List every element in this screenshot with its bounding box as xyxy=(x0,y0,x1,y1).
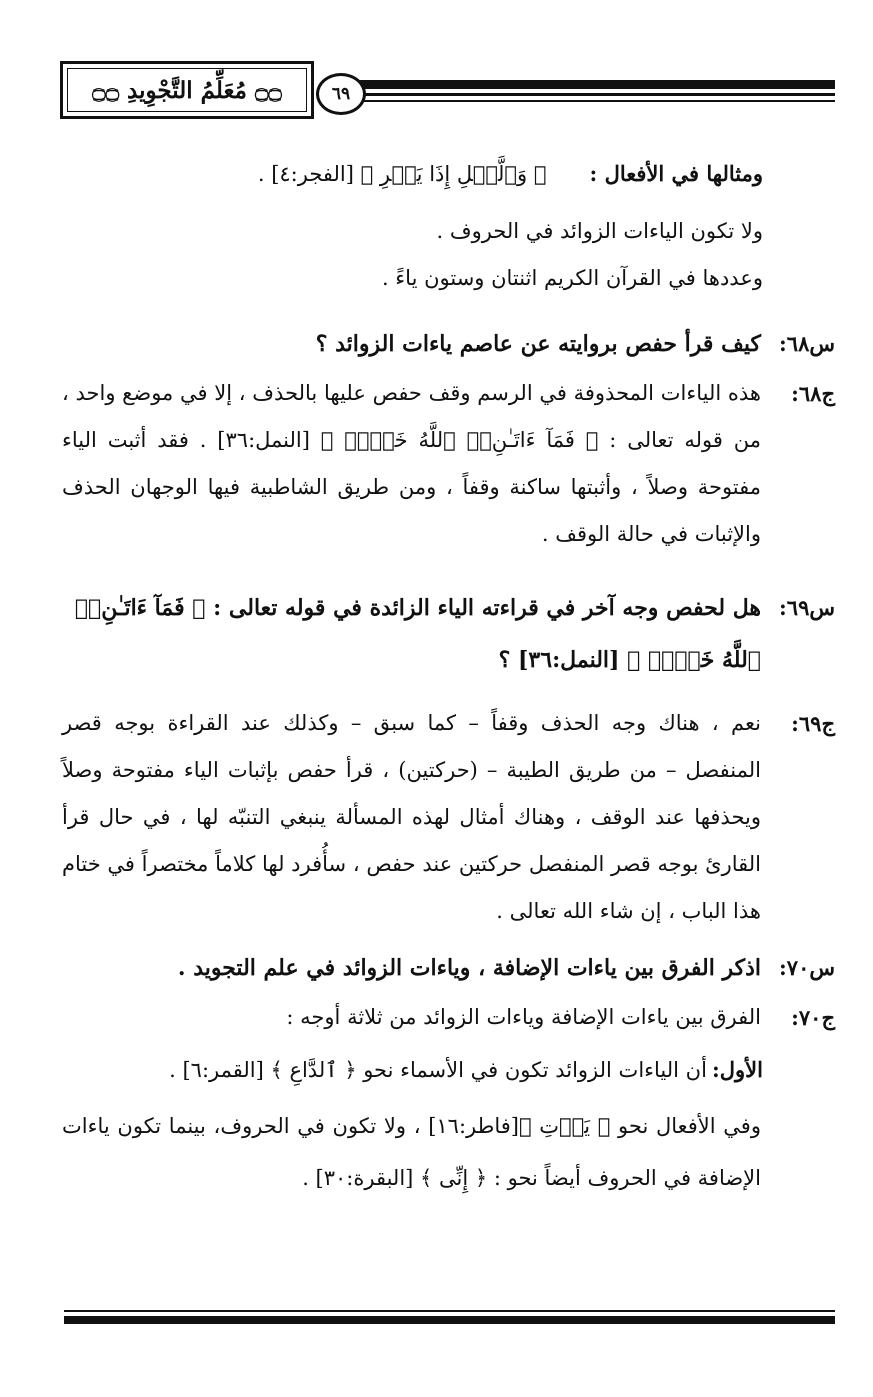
answer-70-intro: الفرق بين ياءات الإضافة وياءات الزوائد من ثلاثة أوجه : xyxy=(286,1005,761,1029)
footer-rule xyxy=(64,1310,835,1324)
first-difference xyxy=(62,1046,763,1094)
page-number: ٦٩ xyxy=(316,73,366,115)
question-68-text: كيف قرأ حفص بروايته عن عاصم ياءات الزوائد ؟ xyxy=(315,331,761,357)
first-text: أن الياءات الزوائد تكون في الأسماء نحو ﴿ ٱلدَّاعِ ﴾ [القمر:٦] . xyxy=(169,1058,707,1082)
intro-line-3: وعددها في القرآن الكريم اثنتان وستون ياءً . xyxy=(381,266,763,290)
first-label: الأول: xyxy=(712,1057,763,1082)
intro-line-2: ولا تكون الياءات الزوائد في الحروف . xyxy=(436,219,763,243)
question-70-label: س٧٠: xyxy=(779,955,835,980)
intro-example-line xyxy=(40,150,763,198)
answer-70-label: ج٧٠: xyxy=(791,1005,835,1030)
first-difference-continued: وفي الأفعال نحو ﴿ يَأۡتِ ﴾[فاطر:١٦] ، ولا تكون في الحروف، بينما تكون ياءات الإضافة في الحروف أيضاً نحو : ﴿ إِنِّى ﴾ [البقرة:٣٠] . xyxy=(62,1114,761,1190)
example-label: ومثالها في الأفعال : xyxy=(589,161,763,186)
question-70-text: اذكر الفرق بين ياءات الإضافة ، وياءات الزوائد في علم التجويد . xyxy=(177,955,761,981)
answer-68-label: ج٦٨: xyxy=(791,381,835,406)
running-title-box xyxy=(60,61,314,119)
example-verse: ﴿ وَٱلَّيۡلِ إِذَا يَسۡرِ ﴾ [الفجر:٤] . xyxy=(257,162,547,186)
header-rule xyxy=(352,80,835,102)
question-69-text: هل لحفص وجه آخر في قراءته الياء الزائدة في قوله تعالى : ﴿ فَمَآ ءَاتَـٰنِۦَ ٱللَّهُ خَيۡرٞ ﴾ [النمل:٣٦] ؟ xyxy=(74,595,761,673)
question-69-label: س٦٩: xyxy=(779,595,835,620)
answer-68-text: هذه الياءات المحذوفة في الرسم وقف حفص عليها بالحذف ، إلا في موضع واحد ، من قوله تعالى : ﴿ فَمَآ ءَاتَـٰنِۦَ ٱللَّهُ خَيۡرٞ ﴾ [النمل:٣٦] . فقد أثبت الياء مفتوحة وصلاً ، وأثبتها ساكنة وقفاً ، ومن طريق الشاطبية فيها الوجهان الحذف والإثبات في حالة الوقف . xyxy=(62,381,762,546)
answer-69-label: ج٦٩: xyxy=(791,711,835,736)
running-title: ۝۝ مُعَلِّمُ التَّجْوِيدِ ۝۝ xyxy=(67,68,307,112)
question-68-label: س٦٨: xyxy=(779,331,835,356)
answer-69-text: نعم ، هناك وجه الحذف وقفاً – كما سبق – وكذلك عند القراءة بوجه قصر المنفصل – من طريق الطيبة – (حركتين) ، قرأ حفص بإثبات الياء مفتوحة وصلاً ويحذفها عند الوقف ، وهناك أمثال لهذه المسألة ينبغي التنبّه لها ، في حال قرأ القارئ بوجه قصر المنفصل حركتين عند حفص ، سأُفرد لها كلاماً مختصراً في ختام هذا الباب ، إن شاء الله تعالى . xyxy=(62,711,761,923)
